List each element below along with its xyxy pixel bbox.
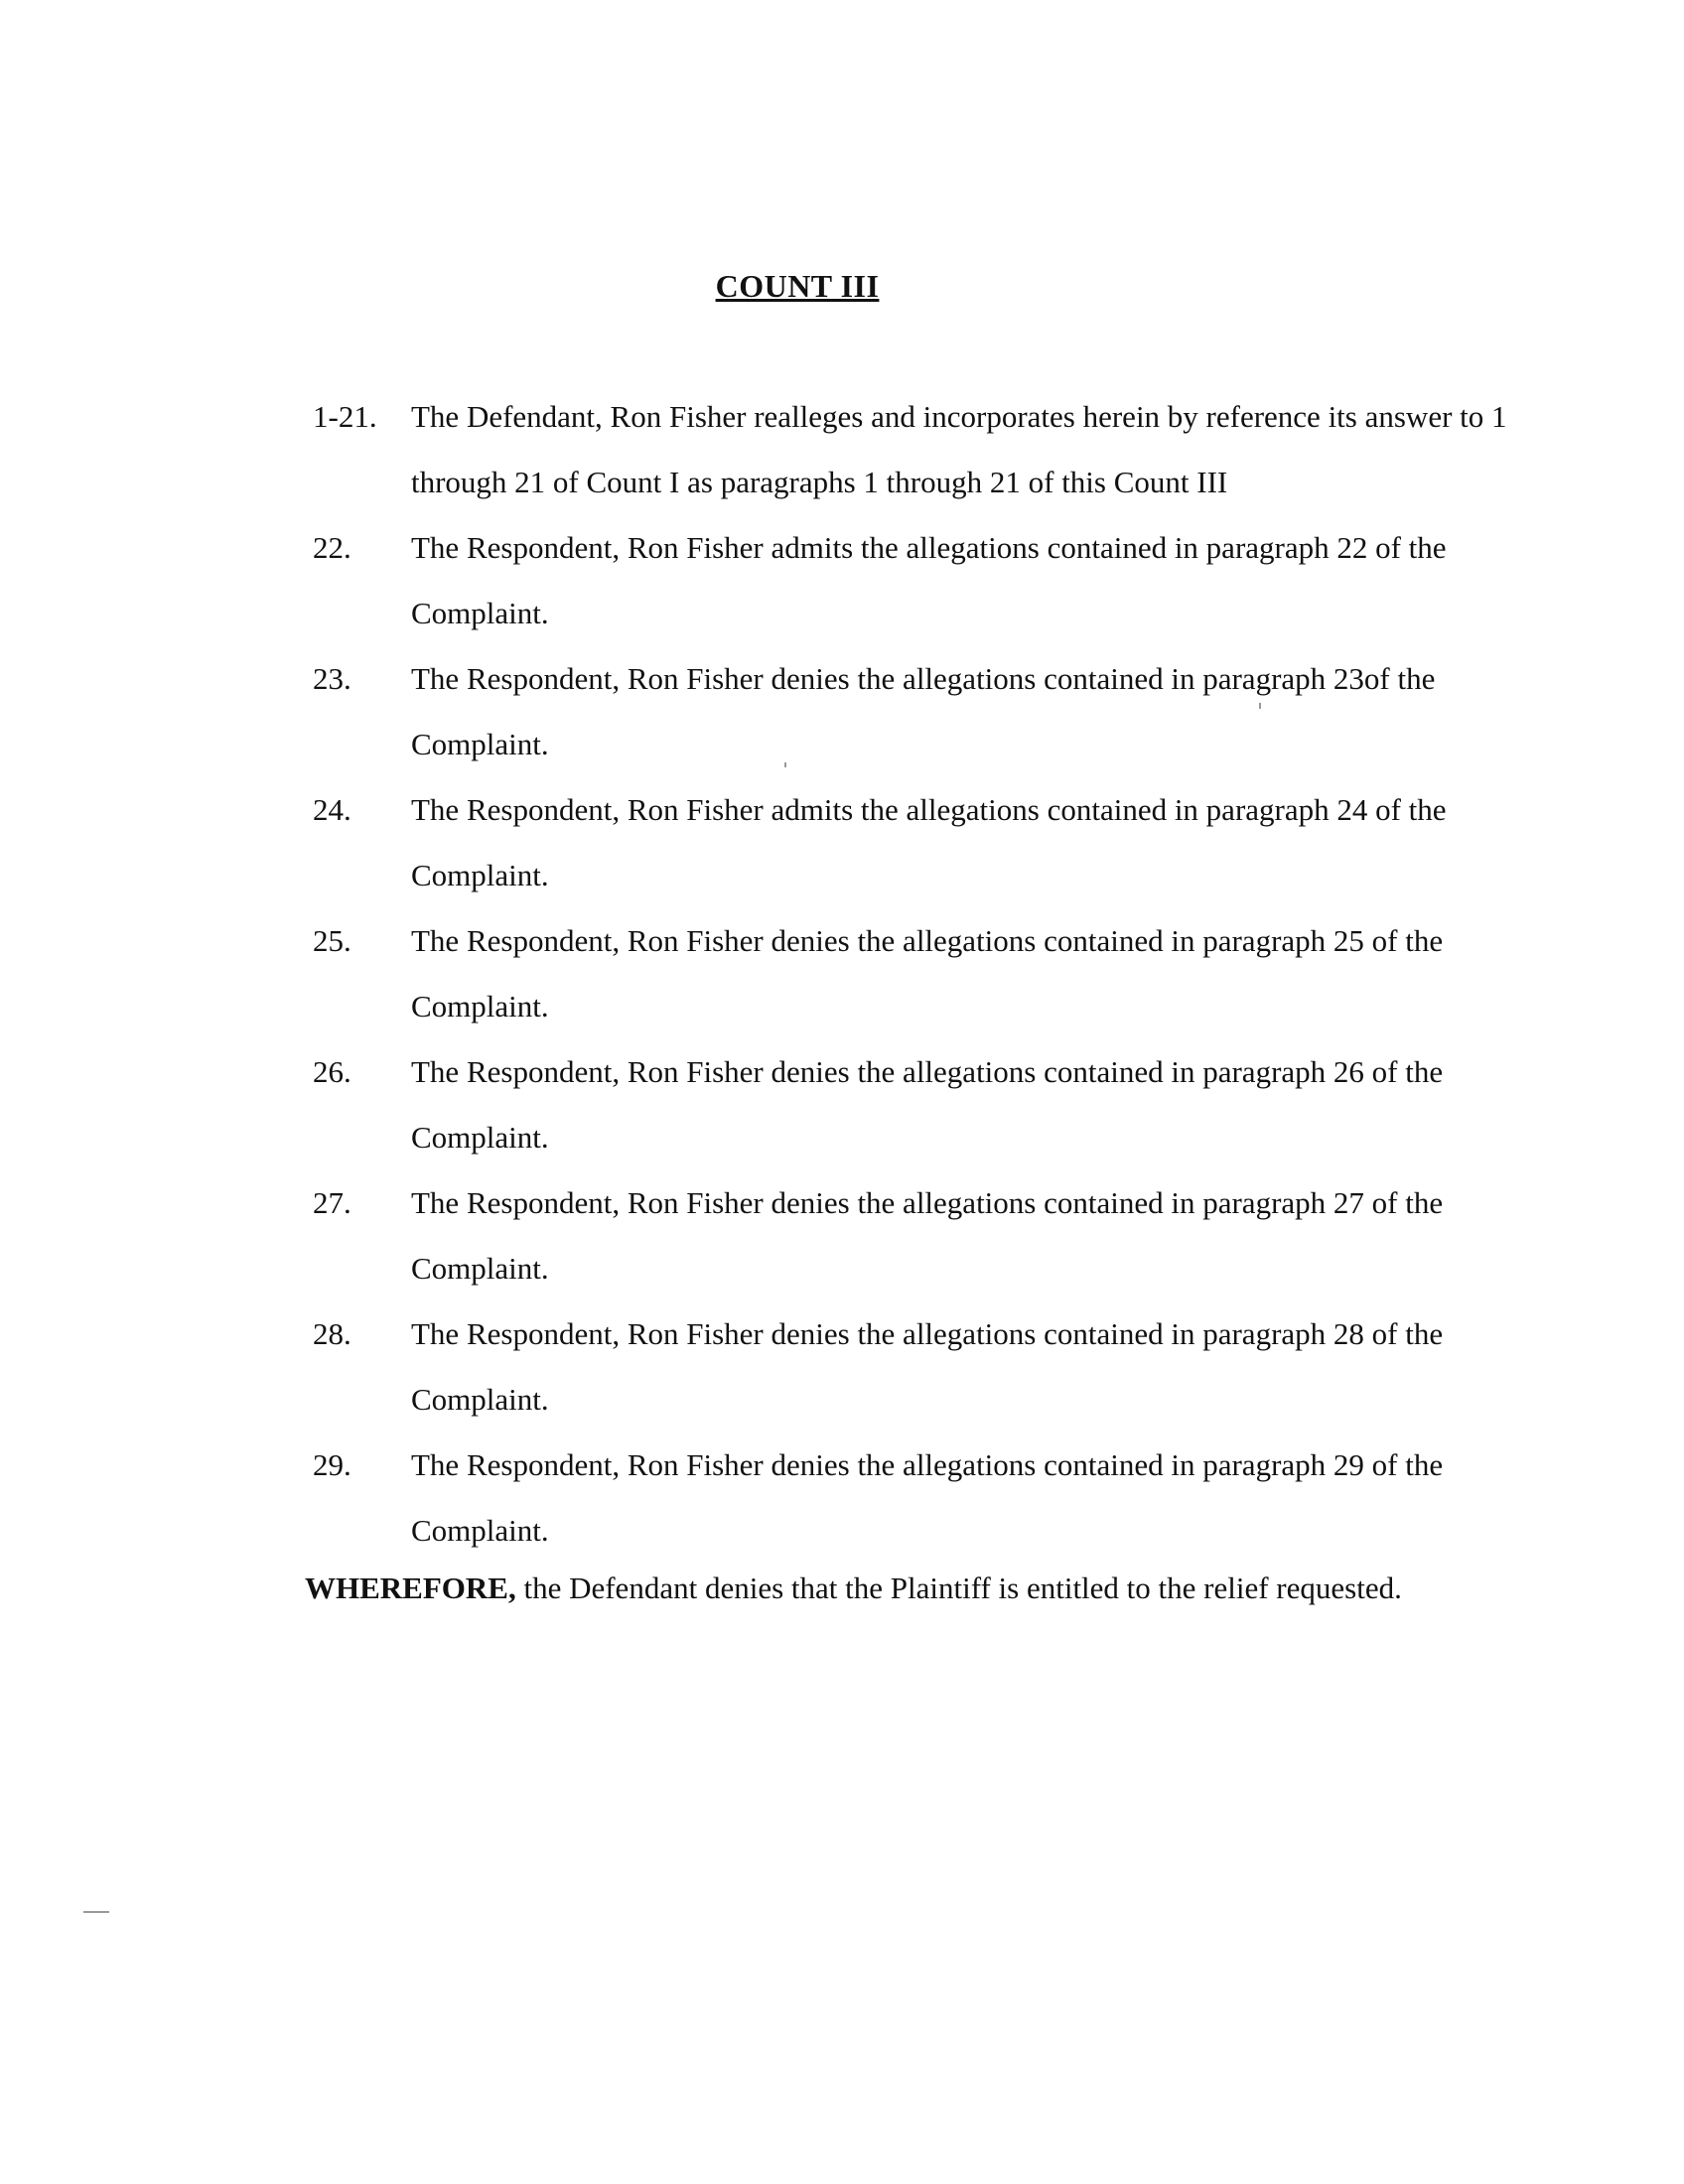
- scan-speck: [784, 762, 786, 767]
- paragraph-number: 27.: [313, 1185, 351, 1220]
- paragraph-text-continued: Complaint.: [411, 858, 549, 892]
- paragraph-number: 1-21.: [313, 399, 377, 434]
- paragraph-text-continued: Complaint.: [411, 1513, 549, 1548]
- paragraph-number: 23.: [313, 661, 351, 696]
- paragraph-text-continued: Complaint.: [411, 1382, 549, 1417]
- paragraph-text: The Respondent, Ron Fisher denies the allegations contained in paragraph 25 of the: [411, 923, 1444, 958]
- paragraph-number: 29.: [313, 1447, 351, 1482]
- paragraph-number: 24.: [313, 792, 351, 827]
- paragraph-number: 26.: [313, 1054, 351, 1089]
- scan-speck: [83, 1911, 109, 1913]
- paragraph-text-continued: Complaint.: [411, 1251, 549, 1286]
- paragraph-text: The Respondent, Ron Fisher admits the allegations contained in paragraph 22 of the: [411, 530, 1447, 565]
- paragraph-text: The Respondent, Ron Fisher denies the allegations contained in paragraph 26 of the: [411, 1054, 1444, 1089]
- paragraph-text: The Respondent, Ron Fisher denies the allegations contained in paragraph 23of the: [411, 661, 1436, 696]
- count-heading: COUNT III: [715, 268, 880, 304]
- paragraph-text-continued: Complaint.: [411, 1120, 549, 1155]
- paragraph-text: The Respondent, Ron Fisher denies the allegations contained in paragraph 28 of the: [411, 1316, 1444, 1351]
- paragraph-text: The Respondent, Ron Fisher denies the allegations contained in paragraph 27 of the: [411, 1185, 1444, 1220]
- paragraph-number: 22.: [313, 530, 351, 565]
- paragraph-text-continued: Complaint.: [411, 596, 549, 630]
- paragraph-text: The Defendant, Ron Fisher realleges and incorporates herein by reference its answer to 1: [411, 399, 1507, 434]
- wherefore-clause: [305, 1570, 1402, 1606]
- wherefore-keyword: WHEREFORE,: [305, 1570, 516, 1605]
- wherefore-text: the Defendant denies that the Plaintiff is entitled to the relief requested.: [515, 1570, 1402, 1605]
- paragraph-text: The Respondent, Ron Fisher denies the allegations contained in paragraph 29 of the: [411, 1447, 1444, 1482]
- paragraph-text: The Respondent, Ron Fisher admits the allegations contained in paragraph 24 of the: [411, 792, 1447, 827]
- paragraph-number: 28.: [313, 1316, 351, 1351]
- scan-speck: [1259, 703, 1261, 709]
- paragraph-number: 25.: [313, 923, 351, 958]
- paragraph-text-continued: Complaint.: [411, 989, 549, 1024]
- paragraph-text-continued: Complaint.: [411, 727, 549, 761]
- paragraph-text-continued: through 21 of Count I as paragraphs 1 through 21 of this Count III: [411, 465, 1228, 499]
